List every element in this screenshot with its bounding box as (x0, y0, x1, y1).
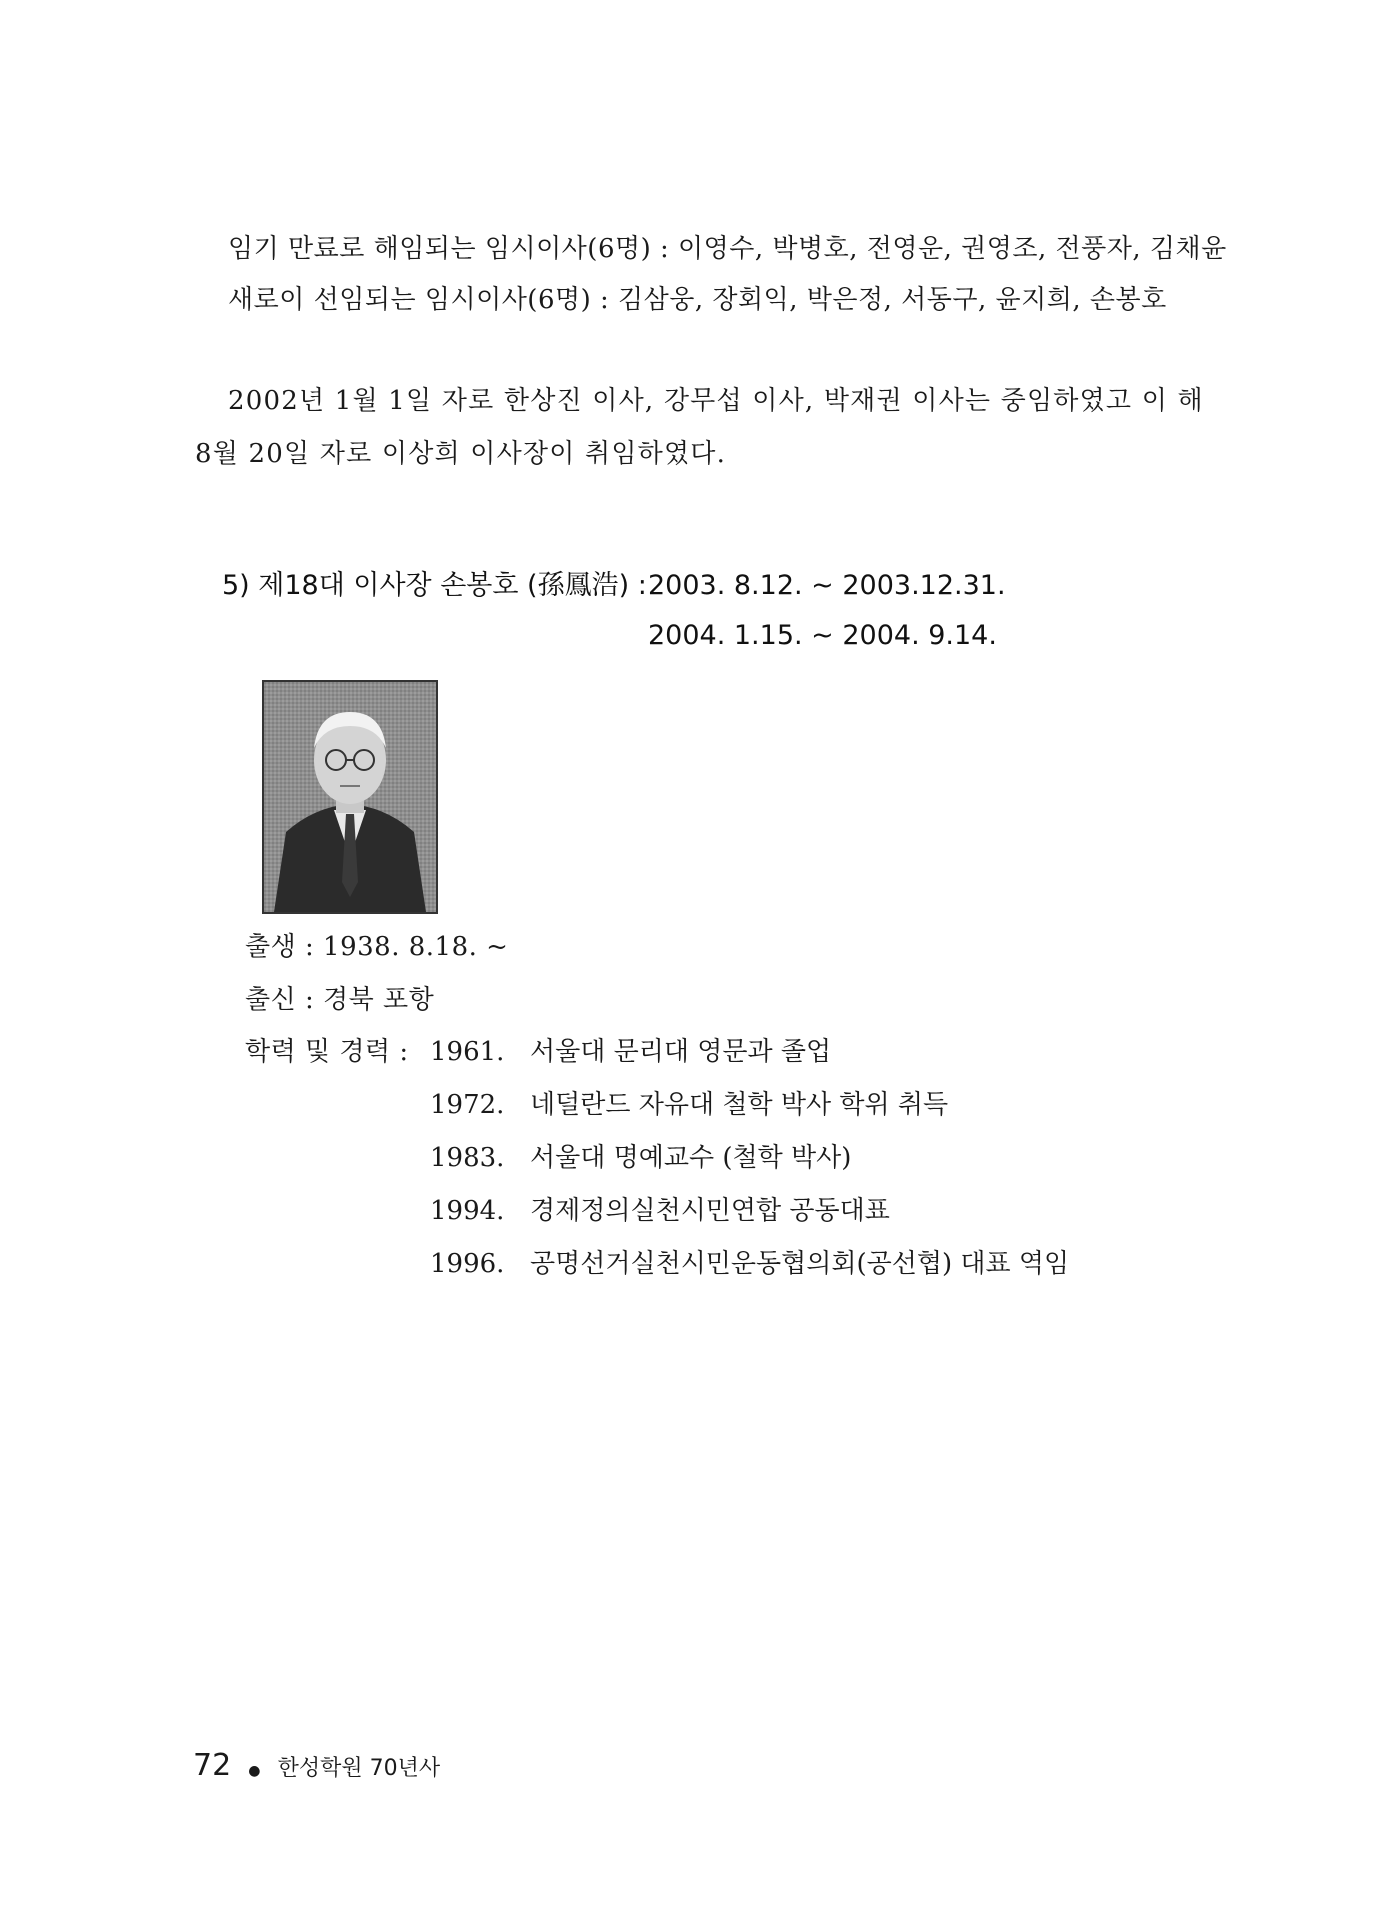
section-title: 5) 제18대 이사장 손봉호 (孫鳳浩) : (222, 570, 647, 601)
career-text-2: 네덜란드 자유대 철학 박사 학위 취득 (530, 1090, 949, 1120)
career-year-2: 1972. (430, 1090, 505, 1120)
book-title: 한성학원 70년사 (277, 1756, 441, 1781)
dismissed-trustees-line: 임기 만료로 해임되는 임시이사(6명) : 이영수, 박병호, 전영운, 권영조, 전풍자, 김채윤 (228, 234, 1227, 264)
paragraph-line-2: 8월 20일 자로 이상희 이사장이 취임하였다. (195, 439, 727, 469)
career-year-4: 1994. (430, 1196, 505, 1226)
term-1: 2003. 8.12. ~ 2003.12.31. (648, 570, 1006, 601)
career-year-5: 1996. (430, 1249, 505, 1279)
career-text-5: 공명선거실천시민운동협의회(공선협) 대표 역임 (530, 1249, 1070, 1279)
career-text-4: 경제정의실천시민연합 공동대표 (530, 1196, 890, 1226)
origin-line: 출신 : 경북 포항 (245, 985, 435, 1015)
career-text-3: 서울대 명예교수 (철학 박사) (530, 1143, 852, 1173)
appointed-trustees-line: 새로이 선임되는 임시이사(6명) : 김삼웅, 장회익, 박은정, 서동구, 윤지희, 손봉호 (228, 285, 1167, 315)
career-text-1: 서울대 문리대 영문과 졸업 (530, 1037, 832, 1067)
portrait-illustration (264, 682, 436, 912)
birth-line: 출생 : 1938. 8.18. ~ (245, 932, 509, 962)
page-number: 72 (193, 1748, 232, 1783)
career-year-3: 1983. (430, 1143, 505, 1173)
career-label: 학력 및 경력 : (245, 1037, 409, 1067)
term-2: 2004. 1.15. ~ 2004. 9.14. (648, 620, 997, 651)
career-year-1: 1961. (430, 1037, 505, 1067)
paragraph-line-1: 2002년 1월 1일 자로 한상진 이사, 강무섭 이사, 박재권 이사는 중임하였고 이 해 (228, 386, 1204, 416)
page-footer (193, 1748, 440, 1783)
bullet-icon: ● (248, 1762, 261, 1779)
portrait-photo (262, 680, 438, 914)
